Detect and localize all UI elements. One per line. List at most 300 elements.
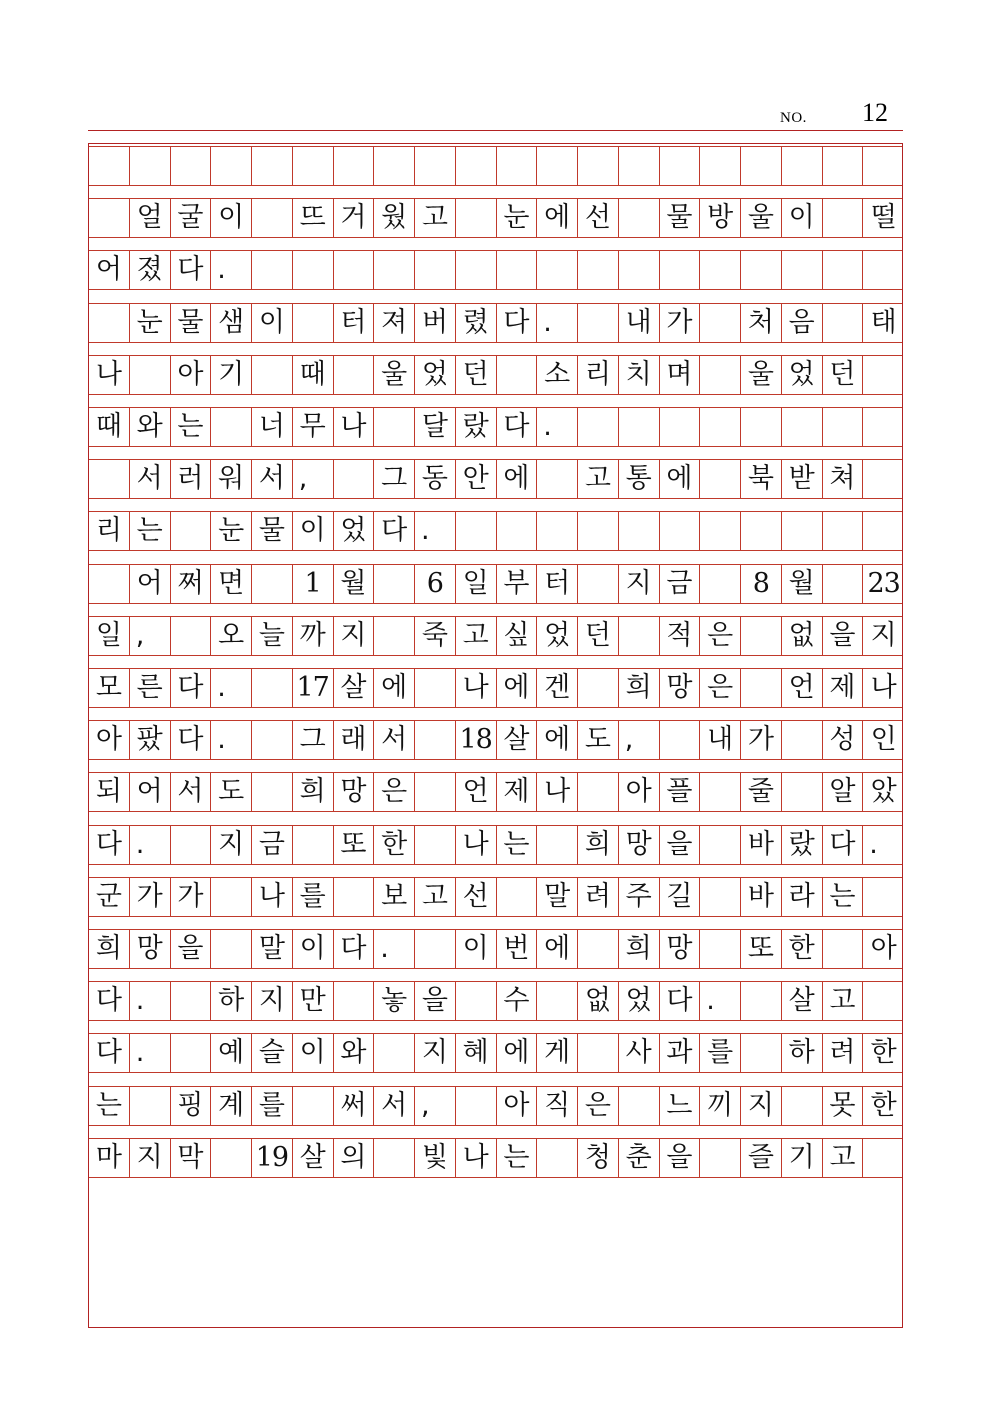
grid-cell	[252, 669, 293, 707]
grid-cell: 살	[334, 669, 375, 707]
grid-cell	[782, 773, 823, 811]
grid-cell: ,	[415, 1087, 456, 1125]
grid-cell	[252, 565, 293, 603]
grid-cell: 서	[130, 460, 171, 498]
grid-cell	[334, 982, 375, 1020]
grid-cell: 써	[334, 1087, 375, 1125]
grid-cell	[537, 251, 578, 289]
grid-cell	[741, 147, 782, 185]
grid-cell: 물	[171, 304, 212, 342]
grid-cell: 의	[334, 1139, 375, 1177]
grid-cell: 었	[537, 617, 578, 655]
grid-cell: .	[700, 982, 741, 1020]
grid-cell: 하	[211, 982, 252, 1020]
grid-row	[89, 981, 902, 1021]
grid-cell: ,	[293, 460, 334, 498]
grid-cell: .	[130, 826, 171, 864]
grid-cell	[700, 251, 741, 289]
grid-cell: 끼	[700, 1087, 741, 1125]
grid-cell: 막	[171, 1139, 212, 1177]
grid-cell	[415, 773, 456, 811]
grid-cell	[415, 251, 456, 289]
grid-cell: 싶	[497, 617, 538, 655]
grid-cell: 아	[619, 773, 660, 811]
grid-cell: 놓	[374, 982, 415, 1020]
grid-cell	[863, 147, 904, 185]
grid-cell	[741, 251, 782, 289]
grid-cell	[782, 512, 823, 550]
grid-cell: 었	[782, 356, 823, 394]
grid-cell: 어	[130, 773, 171, 811]
grid-cell: 가	[171, 878, 212, 916]
grid-cell: 면	[211, 565, 252, 603]
grid-cell	[700, 304, 741, 342]
grid-cell: 사	[619, 1034, 660, 1072]
grid-cell: 아	[497, 1087, 538, 1125]
grid-cell	[456, 982, 497, 1020]
grid-cell: 져	[374, 304, 415, 342]
grid-cell: 마	[89, 1139, 130, 1177]
grid-cell: 는	[130, 512, 171, 550]
grid-cell: 하	[782, 1034, 823, 1072]
grid-cell	[578, 251, 619, 289]
grid-row	[89, 1033, 902, 1073]
grid-row	[89, 929, 902, 969]
grid-cell: 너	[252, 408, 293, 446]
grid-cell	[252, 773, 293, 811]
grid-cell	[415, 147, 456, 185]
grid-cell: 에	[537, 930, 578, 968]
grid-cell: 살	[497, 721, 538, 759]
grid-cell	[700, 512, 741, 550]
grid-cell: 8	[741, 565, 782, 603]
grid-cell: 줄	[741, 773, 782, 811]
grid-cell	[741, 617, 782, 655]
grid-cell: 일	[89, 617, 130, 655]
grid-cell: 고	[415, 199, 456, 237]
grid-cell: 굴	[171, 199, 212, 237]
grid-cell: 다	[171, 721, 212, 759]
grid-cell: 나	[334, 408, 375, 446]
grid-cell: 계	[211, 1087, 252, 1125]
grid-row	[89, 1138, 902, 1178]
grid-cell	[823, 930, 864, 968]
grid-cell: 인	[870, 724, 897, 756]
grid-cell	[782, 1087, 823, 1125]
grid-cell: .	[869, 828, 878, 860]
grid-cell: 리	[578, 356, 619, 394]
grid-row	[89, 407, 902, 447]
grid-cell	[456, 512, 497, 550]
grid-cell	[700, 408, 741, 446]
grid-cell	[619, 617, 660, 655]
grid-cell	[497, 878, 538, 916]
grid-cell: 때	[89, 408, 130, 446]
grid-cell: 쳐	[823, 460, 864, 498]
grid-cell	[252, 147, 293, 185]
grid-cell: 은	[374, 773, 415, 811]
grid-row	[89, 198, 902, 238]
grid-cell: 며	[660, 356, 701, 394]
grid-cell: 졌	[130, 251, 171, 289]
grid-cell: 한	[782, 930, 823, 968]
grid-cell: 를	[700, 1034, 741, 1072]
grid-cell: 처	[741, 304, 782, 342]
grid-cell: 도	[578, 721, 619, 759]
grid-cell: 선	[578, 199, 619, 237]
grid-cell: 안	[456, 460, 497, 498]
grid-cell: 을	[171, 930, 212, 968]
grid-row	[89, 772, 902, 812]
grid-cell: 가	[741, 721, 782, 759]
grid-cell: 기	[782, 1139, 823, 1177]
grid-cell: 기	[211, 356, 252, 394]
grid-cell: 가	[660, 304, 701, 342]
grid-cell	[863, 512, 904, 550]
grid-cell: 서	[374, 721, 415, 759]
grid-cell	[700, 1139, 741, 1177]
grid-cell	[374, 565, 415, 603]
grid-cell: 가	[130, 878, 171, 916]
grid-cell	[700, 878, 741, 916]
grid-cell: 와	[130, 408, 171, 446]
grid-cell: 아	[171, 356, 212, 394]
grid-cell: 금	[252, 826, 293, 864]
grid-cell	[863, 460, 904, 498]
grid-cell: 방	[700, 199, 741, 237]
grid-cell	[700, 773, 741, 811]
grid-cell: 한	[870, 1089, 897, 1121]
grid-cell: 직	[537, 1087, 578, 1125]
grid-cell: 랐	[456, 408, 497, 446]
grid-cell: 울	[374, 356, 415, 394]
grid-cell	[293, 826, 334, 864]
grid-cell: 17	[293, 669, 334, 707]
grid-cell: 래	[334, 721, 375, 759]
grid-cell: 어	[89, 251, 130, 289]
grid-cell: 달	[415, 408, 456, 446]
grid-cell: 눈	[211, 512, 252, 550]
grid-cell: 핑	[171, 1087, 212, 1125]
manuscript-sheet	[88, 143, 903, 1328]
grid-cell: 6	[415, 565, 456, 603]
grid-cell: 23	[867, 567, 900, 599]
grid-cell: 다	[171, 669, 212, 707]
grid-cell	[211, 147, 252, 185]
number-label: NO.	[780, 110, 807, 126]
grid-cell: 물	[660, 199, 701, 237]
grid-cell: 나	[89, 356, 130, 394]
grid-cell	[578, 408, 619, 446]
grid-cell	[619, 408, 660, 446]
grid-cell: 는	[497, 826, 538, 864]
grid-cell	[863, 878, 904, 916]
grid-cell	[374, 1139, 415, 1177]
grid-cell	[252, 251, 293, 289]
grid-cell	[700, 356, 741, 394]
grid-row	[89, 668, 902, 708]
grid-cell: 또	[741, 930, 782, 968]
grid-cell: 한	[374, 826, 415, 864]
grid-cell: 나	[252, 878, 293, 916]
grid-cell: 지	[415, 1034, 456, 1072]
grid-cell	[415, 669, 456, 707]
grid-cell	[456, 199, 497, 237]
grid-cell: 번	[497, 930, 538, 968]
grid-row	[89, 720, 902, 760]
grid-cell: 희	[619, 930, 660, 968]
grid-cell	[741, 1034, 782, 1072]
grid-cell: 를	[293, 878, 334, 916]
grid-cell: 혜	[456, 1034, 497, 1072]
grid-cell: 희	[578, 826, 619, 864]
grid-cell: 망	[130, 930, 171, 968]
grid-cell	[293, 1087, 334, 1125]
grid-cell: 려	[823, 1034, 864, 1072]
grid-cell: 이	[456, 930, 497, 968]
page-header	[780, 96, 900, 130]
grid-cell: 그	[293, 721, 334, 759]
grid-cell: 다	[89, 1034, 130, 1072]
grid-cell: 에	[660, 460, 701, 498]
grid-cell	[863, 982, 904, 1020]
grid-cell: 알	[823, 773, 864, 811]
grid-cell: 월	[334, 565, 375, 603]
grid-cell: 나	[456, 826, 497, 864]
grid-cell	[89, 460, 130, 498]
grid-cell	[537, 460, 578, 498]
grid-row	[89, 146, 902, 186]
grid-cell	[619, 251, 660, 289]
grid-cell	[619, 147, 660, 185]
grid-cell: 이	[293, 1034, 334, 1072]
grid-cell	[863, 251, 904, 289]
grid-cell: 까	[293, 617, 334, 655]
grid-cell: 는	[89, 1087, 130, 1125]
grid-cell	[619, 199, 660, 237]
grid-cell	[741, 669, 782, 707]
grid-cell: 말	[252, 930, 293, 968]
grid-cell: 되	[89, 773, 130, 811]
grid-cell	[293, 304, 334, 342]
grid-cell	[578, 304, 619, 342]
grid-cell: 지	[130, 1139, 171, 1177]
grid-cell: 샘	[211, 304, 252, 342]
grid-cell: 다	[374, 512, 415, 550]
grid-cell: 월	[782, 565, 823, 603]
grid-cell	[578, 1034, 619, 1072]
grid-cell: 아	[89, 721, 130, 759]
grid-cell: 부	[497, 565, 538, 603]
grid-cell: 랐	[782, 826, 823, 864]
grid-row	[89, 877, 902, 917]
grid-cell: 나	[870, 672, 897, 703]
grid-cell: 지	[619, 565, 660, 603]
grid-cell: 희	[619, 669, 660, 707]
grid-cell	[374, 251, 415, 289]
grid-cell	[252, 356, 293, 394]
grid-cell	[700, 930, 741, 968]
grid-cell: 은	[700, 617, 741, 655]
grid-cell: 북	[741, 460, 782, 498]
grid-cell	[823, 512, 864, 550]
grid-cell: 눈	[497, 199, 538, 237]
grid-cell: .	[130, 1034, 171, 1072]
grid-cell: 망	[334, 773, 375, 811]
grid-cell	[863, 1139, 904, 1177]
grid-cell: 워	[211, 460, 252, 498]
grid-cell	[171, 147, 212, 185]
grid-cell	[578, 565, 619, 603]
grid-cell: .	[211, 721, 252, 759]
grid-cell: .	[211, 251, 252, 289]
grid-row	[89, 1086, 902, 1126]
grid-cell: 때	[293, 356, 334, 394]
grid-cell	[334, 460, 375, 498]
grid-cell	[782, 251, 823, 289]
grid-cell: 희	[293, 773, 334, 811]
grid-cell: .	[537, 304, 578, 342]
grid-cell: 제	[497, 773, 538, 811]
grid-cell: 고	[456, 617, 497, 655]
grid-cell: 는	[497, 1139, 538, 1177]
grid-cell	[823, 304, 864, 342]
grid-cell	[211, 930, 252, 968]
grid-cell: 고	[578, 460, 619, 498]
grid-cell: .	[537, 408, 578, 446]
grid-cell: 망	[660, 930, 701, 968]
grid-cell: 망	[619, 826, 660, 864]
grid-cell: 에	[537, 721, 578, 759]
grid-cell: 웠	[374, 199, 415, 237]
grid-row	[89, 825, 902, 865]
grid-cell	[823, 251, 864, 289]
grid-cell	[415, 826, 456, 864]
grid-cell	[578, 512, 619, 550]
grid-cell: 리	[89, 512, 130, 550]
header-rule	[88, 130, 903, 131]
grid-cell: 성	[823, 721, 864, 759]
grid-cell: 에	[374, 669, 415, 707]
grid-cell: 이	[211, 199, 252, 237]
grid-cell	[334, 251, 375, 289]
grid-cell: 는	[823, 878, 864, 916]
grid-cell: 지	[870, 619, 897, 651]
grid-cell	[823, 147, 864, 185]
grid-cell: 바	[741, 878, 782, 916]
grid-cell: 게	[537, 1034, 578, 1072]
grid-cell: 18	[456, 721, 497, 759]
grid-row	[89, 250, 902, 290]
grid-cell: 내	[619, 304, 660, 342]
grid-cell	[700, 460, 741, 498]
grid-cell: 고	[415, 878, 456, 916]
grid-cell: 음	[782, 304, 823, 342]
grid-cell	[374, 617, 415, 655]
grid-cell: 지	[211, 826, 252, 864]
grid-cell	[415, 721, 456, 759]
grid-row	[89, 616, 902, 656]
grid-cell	[171, 826, 212, 864]
grid-cell: 에	[497, 669, 538, 707]
grid-cell: 즐	[741, 1139, 782, 1177]
grid-cell: 이	[293, 930, 334, 968]
grid-cell: 던	[456, 356, 497, 394]
grid-cell	[700, 826, 741, 864]
grid-cell	[537, 1139, 578, 1177]
grid-cell: 느	[660, 1087, 701, 1125]
grid-cell: 에	[537, 199, 578, 237]
grid-cell: ,	[619, 721, 660, 759]
grid-cell: 뜨	[293, 199, 334, 237]
grid-cell	[252, 199, 293, 237]
grid-cell: 치	[619, 356, 660, 394]
grid-cell: 이	[252, 304, 293, 342]
grid-cell: 늘	[252, 617, 293, 655]
grid-cell	[374, 408, 415, 446]
grid-cell	[456, 147, 497, 185]
grid-cell: 에	[497, 1034, 538, 1072]
grid-cell	[89, 199, 130, 237]
grid-cell	[415, 930, 456, 968]
grid-cell: 쩌	[171, 565, 212, 603]
grid-cell: 적	[660, 617, 701, 655]
grid-cell: 다	[89, 982, 130, 1020]
grid-cell	[171, 617, 212, 655]
grid-cell: 는	[171, 408, 212, 446]
grid-cell: 다	[823, 826, 864, 864]
grid-cell: 예	[211, 1034, 252, 1072]
grid-cell: 다	[171, 251, 212, 289]
grid-cell: .	[211, 669, 252, 707]
grid-cell: 지	[252, 982, 293, 1020]
grid-cell: 지	[741, 1087, 782, 1125]
grid-cell: 나	[537, 773, 578, 811]
grid-cell: 던	[578, 617, 619, 655]
grid-cell	[578, 669, 619, 707]
grid-cell: 서	[171, 773, 212, 811]
grid-cell: 터	[537, 565, 578, 603]
grid-cell	[537, 982, 578, 1020]
grid-cell	[700, 147, 741, 185]
grid-cell: 일	[456, 565, 497, 603]
grid-cell: 도	[211, 773, 252, 811]
grid-cell: 1	[293, 565, 334, 603]
grid-cell: 언	[456, 773, 497, 811]
grid-cell: 울	[741, 199, 782, 237]
grid-cell	[741, 408, 782, 446]
grid-cell: 를	[252, 1087, 293, 1125]
grid-cell: 모	[89, 669, 130, 707]
grid-cell: 그	[374, 460, 415, 498]
grid-cell: 다	[497, 304, 538, 342]
grid-cell: 한	[870, 1037, 897, 1069]
grid-cell	[823, 408, 864, 446]
grid-cell	[171, 982, 212, 1020]
grid-cell: 살	[293, 1139, 334, 1177]
grid-cell: ,	[130, 617, 171, 655]
grid-cell: 보	[374, 878, 415, 916]
grid-cell	[293, 251, 334, 289]
grid-cell: .	[415, 512, 456, 550]
grid-cell: 내	[700, 721, 741, 759]
grid-cell: 선	[456, 878, 497, 916]
grid-cell: 못	[823, 1087, 864, 1125]
grid-cell	[374, 147, 415, 185]
grid-cell: 다	[497, 408, 538, 446]
grid-row	[89, 459, 902, 499]
grid-cell: 라	[782, 878, 823, 916]
